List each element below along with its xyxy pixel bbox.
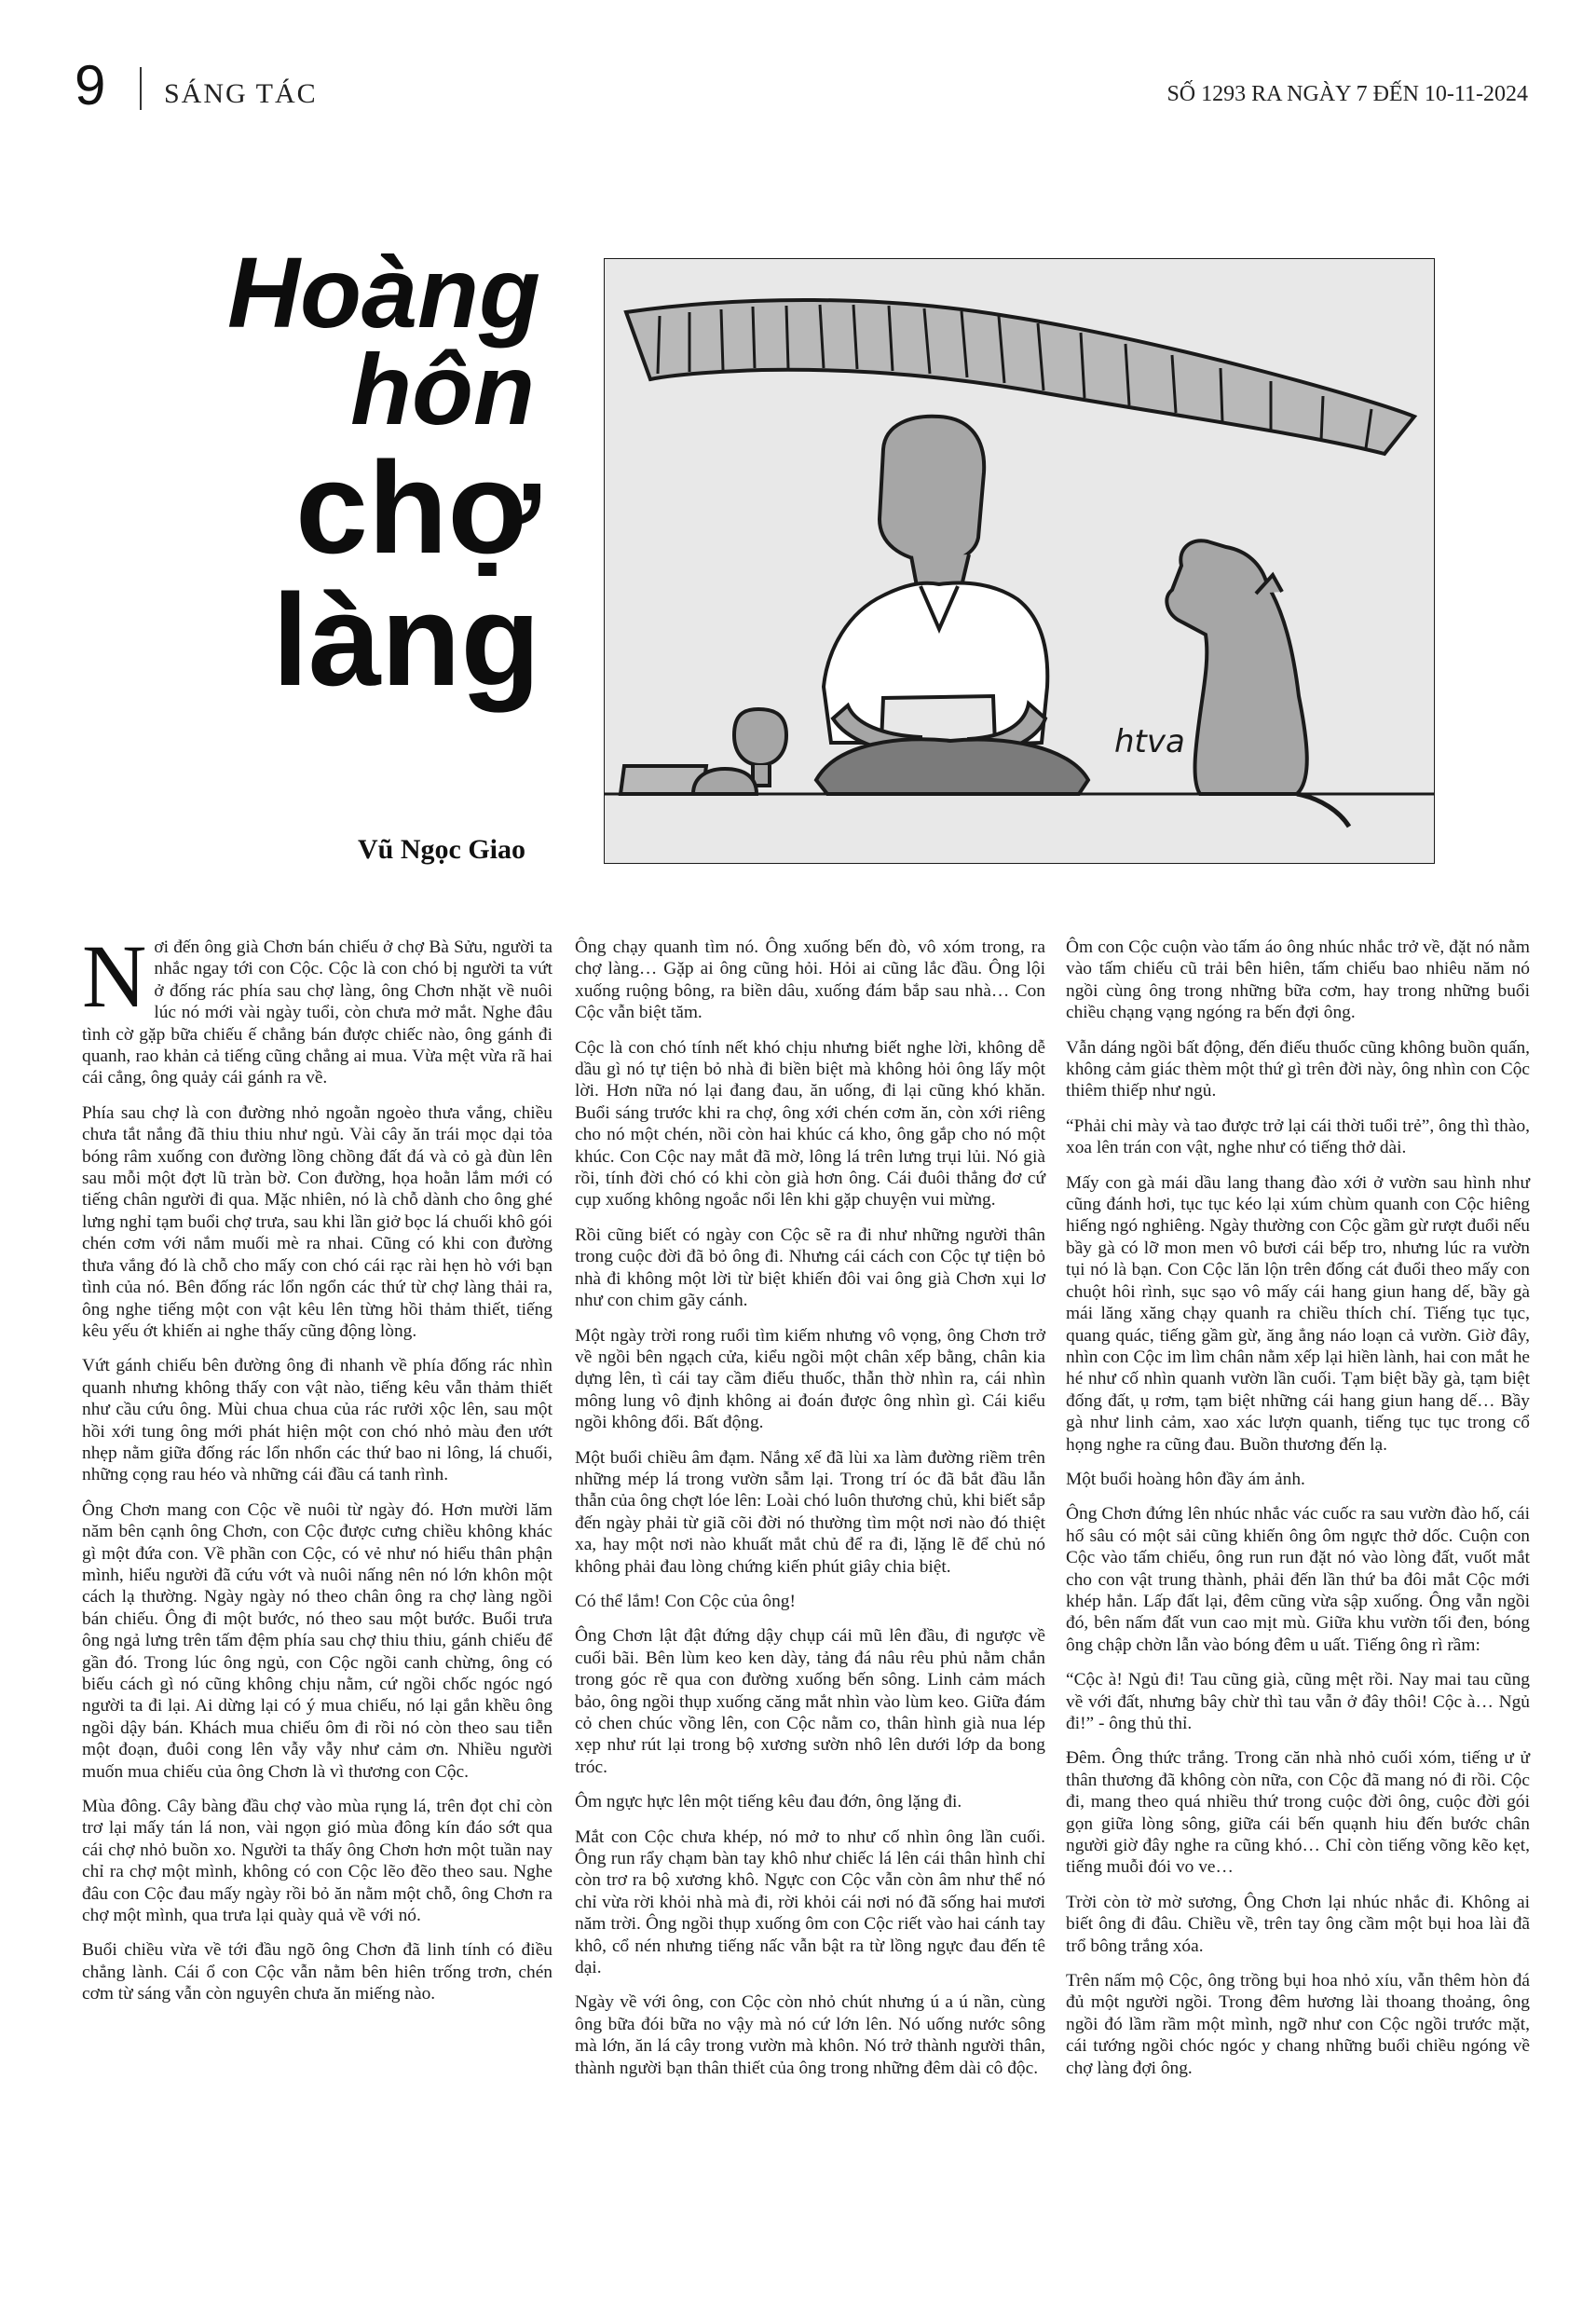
article-column-1 — [82, 926, 552, 2018]
page-number: 9 — [75, 54, 106, 116]
man-head — [880, 417, 984, 563]
paragraph: Ông Chơn lật đật đứng dậy chụp cái mũ lên đầu, đi ngược về cuối bãi. Bên lùm keo ken dày, tảng đá nâu rêu phủ nằm chắn trong góc rẽ qua con đường xuống bến sông. Linh cảm mách bảo, ông ngồi thụp xuống căng mắt nhìn vào lùm keo. Giữa đám cỏ chen chúc vồng lên, con Cộc nằm co, thân hình già nua lép xẹp như rút lại trong bộ xương sườn nhô lên dưới lớp da bong tróc. — [575, 1626, 1045, 1777]
paragraph: Mắt con Cộc chưa khép, nó mở to như cố nhìn ông lần cuối. Ông run rẩy chạm bàn tay khô như chiếc lá lên cái thân hình chỉ còn trơ ra bộ xương khô. Ngực con Cộc vẫn còn âm như thể nó chỉ vừa rời khỏi nhà mà đi, rời khỏi cái nơi nó đã sống hai mươi năm trời. Ông ngồi thụp xuống ôm con Cộc riết vào hai cánh tay khô, cổ nén nhưng tiếng nấc vẫn bật ra từ lồng ngực đau đến tê dại. — [575, 1826, 1045, 1978]
paragraph: Phía sau chợ là con đường nhỏ ngoằn ngoèo thưa vắng, chiều chưa tắt nắng đã thiu thiu như ngủ. Vài cây ăn trái mọc dại tỏa bóng râm xuống con đường lồng chồng đất đá và cỏ gà đùn lên sau mỗi một đợt lũ tràn bờ. Con đường, họa hoằn lắm mới có tiếng chân người đi qua. Mặc nhiên, nó là chỗ dành cho ông ghé lưng nghỉ tạm buổi chợ trưa, sau khi lần giở bọc lá chuối khô gói chén cơm với nắm muối mè ra nhai. Cũng có khi con đường thưa vắng đó là chỗ cho mấy con chó cái rạc rài hẹn hò với bạn tình của nó. Bên đống rác lổn ngổn các thứ từ chợ làng thải ra, ông nghe tiếng một con vật kêu lên từng hồi thảm thiết, tiếng kêu yếu ớt khiến ai nghe thấy cũng động lòng. — [82, 1102, 552, 1341]
article-title — [112, 236, 540, 713]
article-illustration — [604, 258, 1435, 864]
paragraph: Vứt gánh chiếu bên đường ông đi nhanh về phía đống rác nhìn quanh nhưng không thấy con vật nào, tiếng kêu vẫn thảm thiết như cầu cứu ông. Mùi chua chua của rác rưởi xộc lên, sau một hồi xới tung ông mới phát hiện một con chó nhỏ màu đen ướt nhẹp nằm giữa đống rác lổn nhổn các thứ bao ni lông, lá chuối, những cọng rau héo và những cái đầu cá tanh rình. — [82, 1356, 552, 1485]
paragraph: Ông Chơn đứng lên nhúc nhắc vác cuốc ra sau vườn đào hố, cái hố sâu có một sải cũng khiến ông ôm ngực thở dốc. Cuộn con Cộc vào tấm chiếu, ông run run đặt nó vào lòng đất, vuốt mắt cho con vật trung thành, phải đến lần thứ ba đôi mắt Cộc mới khép hẳn. Lấp đất lại, đêm cũng vừa sập xuống. Ông vẫn ngồi đó, bên nấm đất vun cao mịt mù. Giữa khu vườn tối đen, bóng ông chập chờn lẫn vào bóng đêm u uất. Tiếng ông rì rầm: — [1066, 1504, 1530, 1655]
paragraph: Rồi cũng biết có ngày con Cộc sẽ ra đi như những người thân trong cuộc đời đã bỏ ông đi. Nhưng cái cách con Cộc tự tiện bỏ nhà đi không một lời từ biệt khiến đôi vai ông già Chơn xụi lơ như con chim gãy cánh. — [575, 1224, 1045, 1311]
page-header — [75, 54, 1528, 116]
title-line-2: hôn — [350, 333, 535, 445]
paragraph: Cộc là con chó tính nết khó chịu nhưng biết nghe lời, không dễ dầu gì nó tự tiện bỏ nhà đi biền biệt mà không hỏi ông lấy một lời. Hơn nữa nó lại đang đau, ăn uống, đi lại cũng khó khăn. Buổi sáng trước khi ra chợ, ông xới chén cơm ăn, còn xới riêng cho nó một chén, nồi còn hai khúc cá kho, ông gắp cho nó một khúc. Con Cộc nay mắt đã mờ, lông lá trên lưng trụi lủi. Nó già rồi, tính đời chó có khi còn già hơn ông. Cái đuôi thẳng đơ cứ cụp xuống không ngoắc nổi lên khi gặp chuyện vui mừng. — [575, 1037, 1045, 1211]
paragraph: Ôm ngực hực lên một tiếng kêu đau đớn, ông lặng đi. — [575, 1792, 962, 1813]
paragraph: Một ngày trời rong ruổi tìm kiếm nhưng vô vọng, ông Chơn trở về ngồi bên ngạch cửa, kiểu ngồi một chân xếp bằng, chân kia dựng lên, tì cái tay cầm điếu thuốc, thẫn thờ nhìn ra, cái nhìn mông lung vô định không ai đoán được ông nhìn gì. Cái kiểu ngồi không đổi. Bất động. — [575, 1325, 1045, 1433]
title-line-1: Hoàng — [227, 236, 540, 349]
paragraph: Ông chạy quanh tìm nó. Ông xuống bến đò, vô xóm trong, ra chợ làng… Gặp ai ông cũng hỏi. Hỏi ai cũng lắc đầu. Ông lội xuống ruộng bông, ra biền dâu, xuống đám bắp sau nhà… Con Cộc vẫn biệt tăm. — [575, 937, 1045, 1023]
paragraph: Ôm con Cộc cuộn vào tấm áo ông nhúc nhắc trở về, đặt nó nằm vào tấm chiếu cũ trải bên hiên, tấm chiếu bao nhiêu năm nó ngồi cùng ông trong những bữa cơm, hay trong những buổi chiều chạng vạng ngóng ra bến đợi ông. — [1066, 937, 1530, 1023]
paragraph: Có thể lắm! Con Cộc của ông! — [575, 1591, 796, 1611]
paragraph: Trên nấm mộ Cộc, ông trồng bụi hoa nhỏ xíu, vẫn thêm hòn đá đủ một người ngồi. Trong đêm hương lài thoang thoảng, ông ngồi đó lầm rầm một mình, ngỡ như con Cộc ngồi trước mặt, cái tướng ngồi chóc ngóc y chang những buổi chiều ngóng về chợ làng đợi ông. — [1066, 1971, 1530, 2078]
article-column-2 — [575, 937, 1045, 2092]
paragraph: Buổi chiều vừa về tới đầu ngõ ông Chơn đã linh tính có điều chẳng lành. Cái ổ con Cộc vẫn nằm bên hiên trống trơn, chén cơm từ sáng vẫn còn nguyên chưa ăn miếng nào. — [82, 1940, 552, 2004]
dropcap: N — [82, 926, 147, 1026]
paragraph: “Phải chi mày và tao được trở lại cái thời tuổi trẻ”, ông thì thào, xoa lên trán con vật, nghe như có tiếng thở dài. — [1066, 1115, 1530, 1158]
paragraph: Mấy con gà mái dầu lang thang đào xới ở vườn sau hình như cũng đánh hơi, tục tục kéo lại xúm chùm quanh con Cộc hiêng hiếng ngó nghiêng. Ngày thường con Cộc gầm gừ rượt đuổi nếu bầy gà có lỡ mon men vô bươi cái bếp tro, nhưng lúc ra vườn tụi nó là bạn. Con Cộc lăn lộn trên đống cát đuổi theo mấy con chuột hôi rình, sục sạo vô mấy cái hang giun hang dế, bầy gà mái lăng xăng chạy quanh ra chiều thích chí. Tiếng tục tục, quang quác, tiếng gầm gừ, ăng ẳng náo loạn cả vườn. Giờ đây, nhìn con Cộc im lìm chân nằm xếp lại hiền lành, hai con mắt he hé như cố nhìn quanh vườn lần cuối. Tạm biệt bầy gà, tạm biệt đống đất, ụ rơm, tạm biệt những cái hang giun hang dế… Bầy gà như linh cảm, xao xác lượn quanh, tiếng tục tục trong cổ họng nghe ra cũng đau. Buồn thương đến lạ. — [1066, 1172, 1530, 1455]
illustration-drawing — [604, 258, 1435, 864]
paragraph: Nơi đến ông già Chơn bán chiếu ở chợ Bà Sửu, người ta nhắc ngay tới con Cộc. Cộc là con chó bị người ta vứt ở đống rác phía sau chợ làng, ông Chơn nhặt về nuôi lúc nó mới vài ngày tuổi, còn chưa mở mắt. Nghe đâu tình cờ gặp bữa chiếu ế chẳng bán được chiếc nào, ông gánh đi quanh, rao khản cả tiếng cũng chẳng ai mua. Vừa mệt vừa rã hai cái cẳng, ông quảy cái gánh ra về. — [82, 926, 552, 1088]
header-divider — [140, 67, 142, 110]
bowl-small — [693, 769, 757, 794]
paragraph: Vẫn dáng ngồi bất động, đến điếu thuốc cũng không buồn quấn, không cảm giác thèm một thứ gì trên đời này, ông nhìn con Cộc thiêm thiếp như ngủ. — [1066, 1037, 1530, 1101]
paragraph: Ông Chơn mang con Cộc về nuôi từ ngày đó. Hơn mười lăm năm bên cạnh ông Chơn, con Cộc được cưng chiều không khác gì một đứa con. Về phần con Cộc, có vẻ như nó hiểu thân phận mình, hiểu người đã cứu vớt và nuôi nấng nên nó lớn khôn một cách lạ thường. Ngày ngày nó theo chân ông ra chợ làng ngồi bán chiếu. Ông đi một bước, nó theo sau một bước. Buổi trưa ông ngả lưng trên tấm đệm phía sau chợ thiu thiu, gánh chiếu để gần đó. Trong lúc ông ngủ, con Cộc ngồi canh chừng, ông có biếu cách gì nó cũng không chịu nằm, cứ ngồi chốc ngóc ngó người ta đi lại. Ai dừng lại có ý mua chiếu, nó lại gắn khều ông ngồi dậy bán. Khách mua chiếu ôm đi rồi nó còn theo sau tiễn một đoạn, đuôi cong lên vẫy vẫy như cảm ơn. Nhiều người muốn mua chiếu của ông Chơn là vì thương con Cộc. — [82, 1499, 552, 1782]
title-line-4: làng — [272, 567, 540, 713]
author-byline: Vũ Ngọc Giao — [358, 834, 525, 865]
paragraph: Ngày về với ông, con Cộc còn nhỏ chút nhưng ú a ú nần, cùng ông bữa đói bữa no vậy mà nó cứ lớn lên. Nó uống nước sông mà lớn, ăn lá cây trong vườn mà khôn. Nó trở thành người thân, thành người bạn thân thiết của ông trong những đêm dài cô độc. — [575, 1992, 1045, 2078]
paragraph: Mùa đông. Cây bàng đầu chợ vào mùa rụng lá, trên đọt chỉ còn trơ lại mấy tán lá non, vài ngọn gió mùa đông kín đáo sớt qua cái chợ nhỏ buồn xo. Người ta thấy ông Chơn hơn một tuần nay chỉ ra chợ một mình, không có con Cộc lẽo đẽo theo sau. Nghe đâu con Cộc đau mấy ngày rồi bỏ ăn nằm một chỗ, ông Chơn ra chợ một mình, qua trưa lại quày quả về với nó. — [82, 1797, 552, 1926]
title-line-3: chợ — [295, 434, 540, 581]
cup-tall — [734, 709, 786, 765]
paragraph: Một buổi chiều âm đạm. Nắng xế đã lùi xa làm đường riềm trên những mép lá trong vườn sẫm lại. Trong trí óc đã bắt đầu lẫn thẫn của ông chợt lóe lên: Loài chó luôn thương chủ, khi biết sắp đến ngày phải từ giã cõi đời nó thường tìm một nơi nào đó thiệt xa, hay một nơi nào khuất mắt chủ để ra đi, lặng lẽ để chủ nó không phải đau lòng chứng kiến phút giây chia biệt. — [575, 1447, 1045, 1577]
artist-signature: htva — [1114, 723, 1185, 760]
paragraph: Trời còn tờ mờ sương, Ông Chơn lại nhúc nhắc đi. Không ai biết ông đi đâu. Chiều về, trên tay ông cầm một bụi hoa lài đã trổ bông trắng xóa. — [1066, 1892, 1530, 1956]
article-column-3 — [1066, 937, 1530, 2092]
paragraph: Đêm. Ông thức trắng. Trong căn nhà nhỏ cuối xóm, tiếng ư ử thân thương đã không còn nữa, con Cộc đã mang nó đi rồi. Cộc đi, mang theo quá nhiều thứ trong cuộc đời ông, cuộc đời gói gọn giữa lòng sông, giữa cái bến quạnh hiu đến bước chân người giờ đây nghe ra cũng khó… Chỉ còn tiếng võng kẽo kẹt, tiếng muỗi đói vo ve… — [1066, 1748, 1530, 1878]
paragraph: Một buổi hoàng hôn đầy ám ảnh. — [1066, 1469, 1305, 1489]
issue-info: SỐ 1293 RA NGÀY 7 ĐẾN 10-11-2024 — [1166, 82, 1528, 106]
section-name: SÁNG TÁC — [164, 78, 318, 109]
paragraph: “Cộc à! Ngủ đi! Tau cũng già, cũng mệt rồi. Nay mai tau cũng về với đất, nhưng bây chừ thì tau vẫn ở đây thôi! Cộc à… Ngủ đi!” - ông thủ thỉ. — [1066, 1670, 1530, 1733]
